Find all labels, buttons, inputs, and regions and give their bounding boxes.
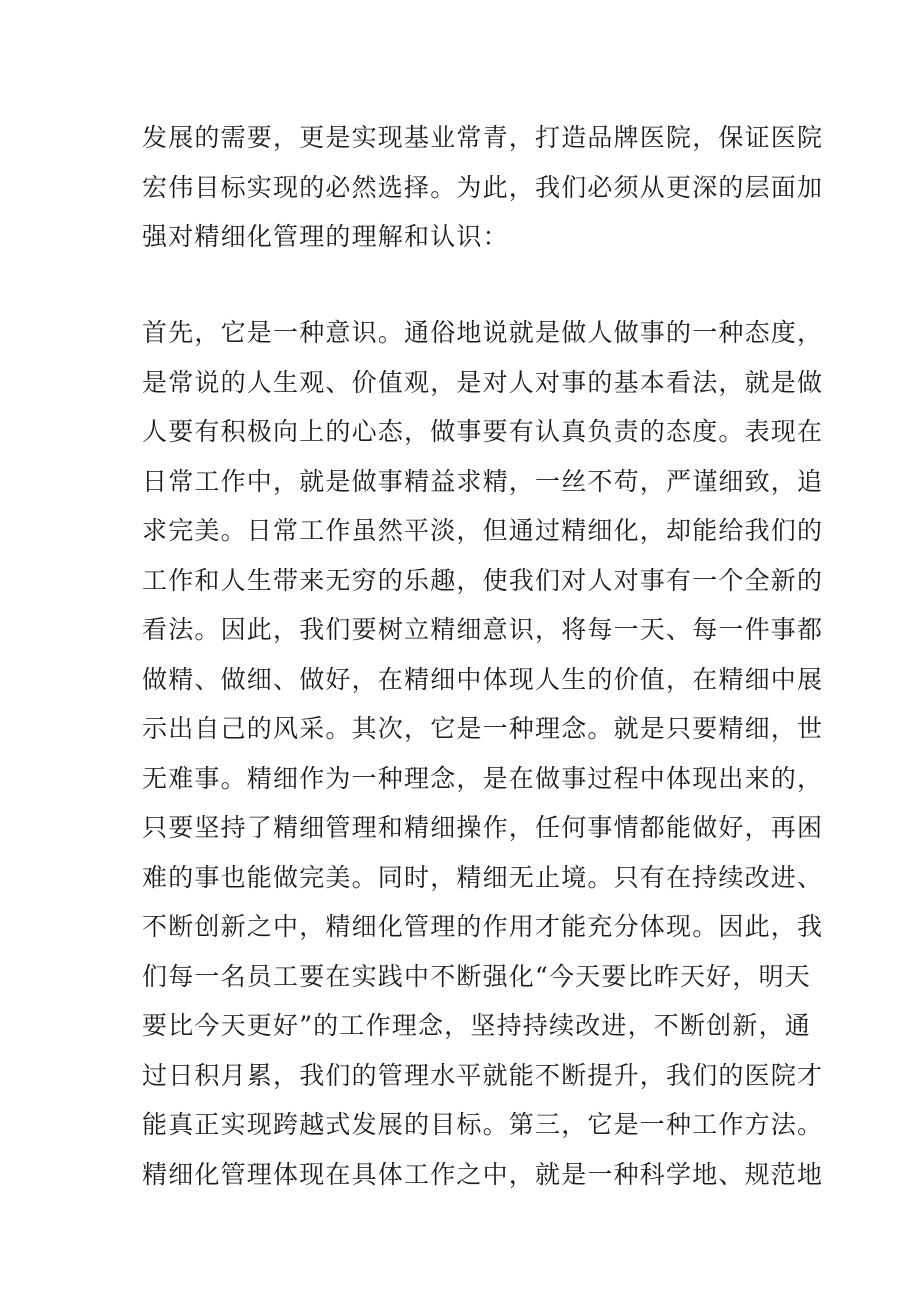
paragraph-intro bbox=[142, 113, 822, 262]
text-line: 发展的需要，更是实现基业常青，打造品牌医院，保证医院 bbox=[142, 123, 824, 152]
text-line: 强对精细化管理的理解和认识： bbox=[142, 222, 509, 251]
text-line: 精细化管理体现在具体工作之中，就是一种科学地、规范地 bbox=[142, 1159, 824, 1189]
text-line: 人要有积极向上的心态，做事要有认真负责的态度。表现在 bbox=[142, 417, 824, 446]
text-line: 示出自己的风采。其次，它是一种理念。就是只要精细，世 bbox=[142, 714, 824, 743]
text-line: 们每一名员工要在实践中不断强化“今天要比昨天好，明天 bbox=[142, 961, 811, 991]
text-line: 过日积月累，我们的管理水平就能不断提升，我们的医院才 bbox=[142, 1060, 824, 1090]
text-line: 宏伟目标实现的必然选择。为此，我们必须从更深的层面加 bbox=[142, 172, 824, 202]
text-line: 看法。因此，我们要树立精细意识，将每一天、每一件事都 bbox=[142, 615, 824, 644]
text-line: 只要坚持了精细管理和精细操作，任何事情都能做好，再困 bbox=[142, 813, 824, 842]
text-line: 做精、做细、做好，在精细中体现人生的价值，在精细中展 bbox=[142, 664, 824, 694]
text-line: 是常说的人生观、价值观，是对人对事的基本看法，就是做 bbox=[142, 367, 824, 397]
paragraph-body bbox=[142, 308, 822, 1199]
text-line: 日常工作中，就是做事精益求精，一丝不苟，严谨细致，追 bbox=[142, 466, 824, 496]
text-line: 求完美。日常工作虽然平淡，但通过精细化，却能给我们的 bbox=[142, 516, 824, 545]
text-line: 要比今天更好”的工作理念，坚持持续改进，不断创新，通 bbox=[142, 1011, 811, 1040]
text-line: 不断创新之中，精细化管理的作用才能充分体现。因此，我 bbox=[142, 912, 824, 941]
text-line: 难的事也能做完美。同时，精细无止境。只有在持续改进、 bbox=[142, 862, 824, 892]
text-line: 能真正实现跨越式发展的目标。第三，它是一种工作方法。 bbox=[142, 1110, 824, 1139]
text-line: 首先，它是一种意识。通俗地说就是做人做事的一种态度， bbox=[142, 318, 824, 347]
text-line: 工作和人生带来无穷的乐趣，使我们对人对事有一个全新的 bbox=[142, 565, 824, 595]
text-line: 无难事。精细作为一种理念，是在做事过程中体现出来的， bbox=[142, 763, 824, 793]
